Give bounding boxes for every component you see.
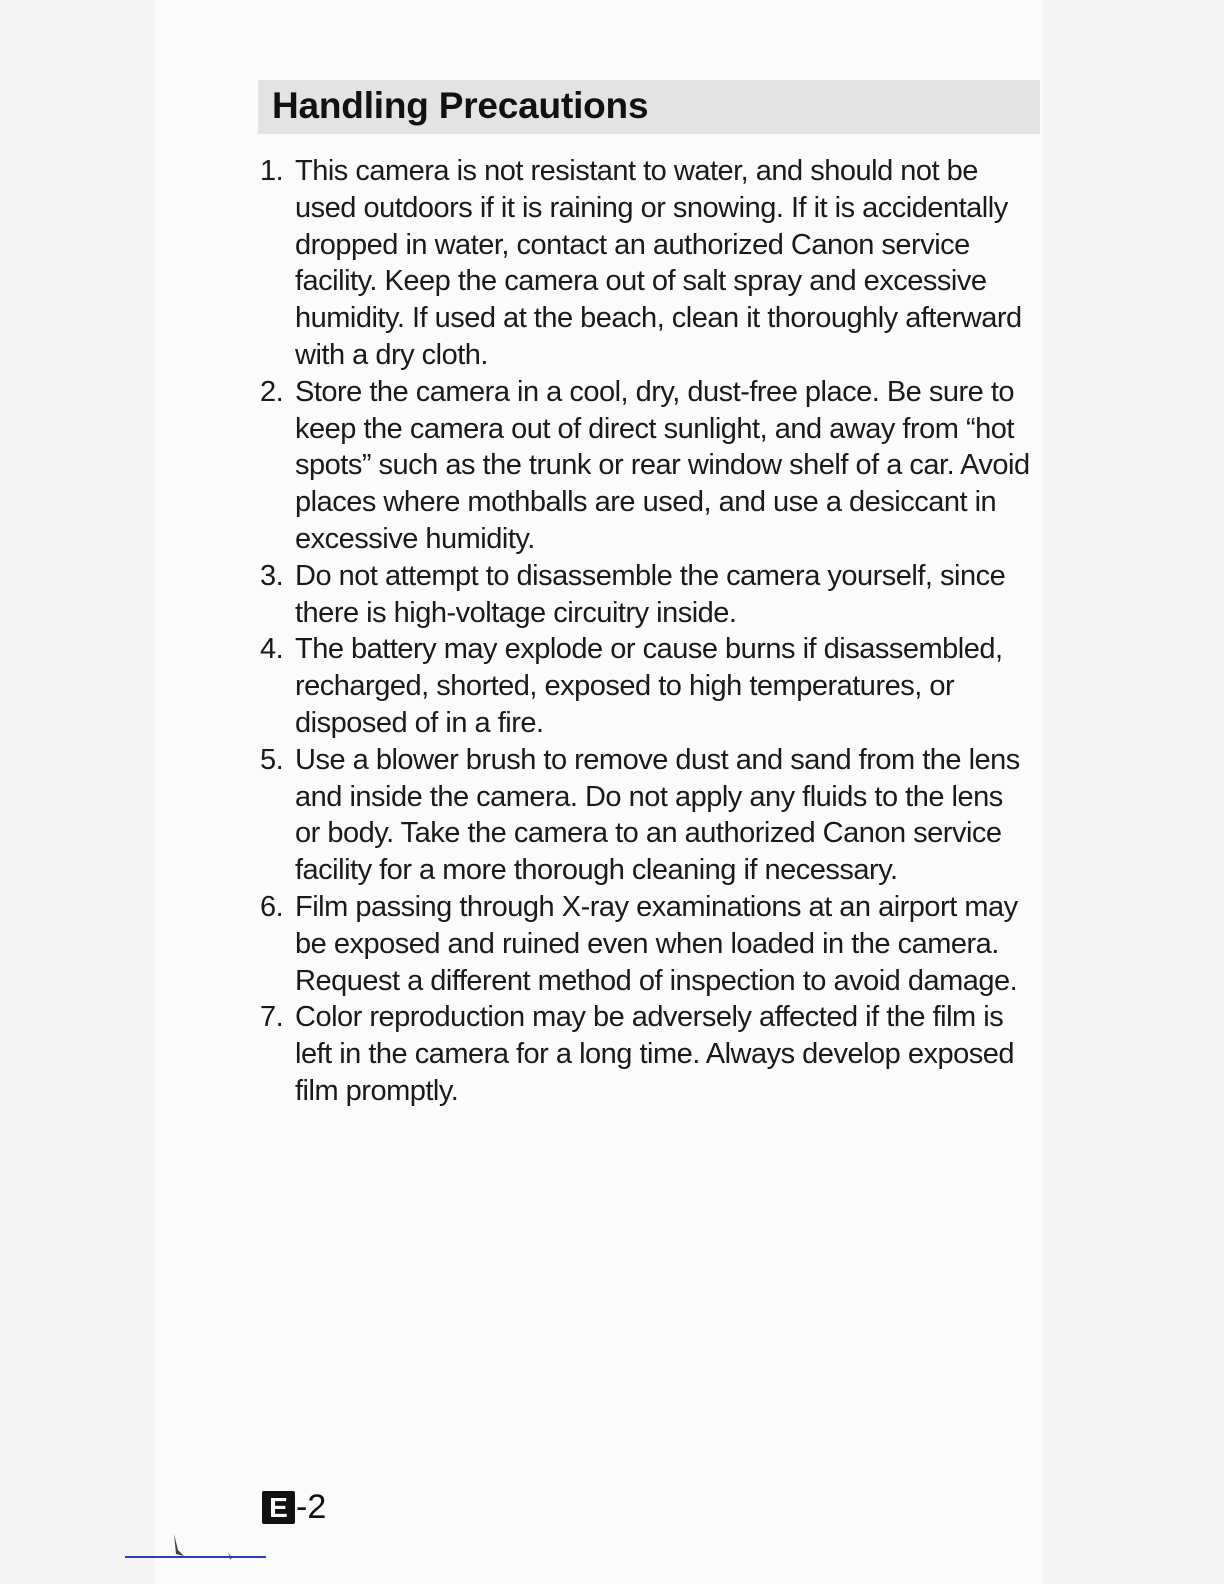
list-item — [260, 374, 1030, 558]
list-item-text: Do not attempt to disassemble the camera yourself, since there is high-voltage circuitry inside. — [295, 559, 1006, 629]
list-item-text: Color reproduction may be adversely affected if the film is left in the camera for a long time. Always develop exposed film promptly. — [295, 1001, 1014, 1107]
list-item-text: This camera is not resistant to water, and should not be used outdoors if it is raining or snowing. If it is accidentally dropped in water, contact an authorized Canon service facility. Keep the camera out of salt spray and excessive humidity. If used at the beach, clean it thoroughly afterward with a dry cloth. — [295, 155, 1022, 371]
precautions-list — [260, 153, 1030, 1110]
list-item-number: 1. — [260, 155, 284, 187]
list-item-text: Use a blower brush to remove dust and sand from the lens and inside the camera. Do not apply any fluids to the lens or body. Take the camera to an authorized Canon service facility for a more thorough cleaning if necessary. — [295, 743, 1020, 887]
list-item — [260, 631, 1030, 741]
language-badge: E — [262, 1491, 295, 1524]
list-item-number: 2. — [260, 375, 284, 408]
page-number-suffix: -2 — [296, 1488, 327, 1526]
list-item-number: 7. — [260, 1001, 284, 1034]
list-item-text: The battery may explode or cause burns if disassembled, recharged, shorted, exposed to high temperatures, or disposed of in a fire. — [295, 633, 1003, 739]
page-number — [262, 1487, 326, 1527]
list-item — [260, 889, 1030, 999]
list-item — [260, 153, 1030, 374]
list-item — [260, 558, 1030, 632]
list-item-number: 3. — [260, 559, 284, 592]
list-item-text: Store the camera in a cool, dry, dust-free place. Be sure to keep the camera out of direct sunlight, and away from “hot spots” such as the trunk or rear window shelf of a car. Avoid places where mothballs are used, and use a desiccant in excessive humidity. — [295, 375, 1030, 555]
list-item-text: Film passing through X-ray examinations at an airport may be exposed and ruined even when loaded in the camera. Request a different method of inspection to avoid damage. — [295, 890, 1018, 997]
list-item-number: 5. — [260, 743, 284, 776]
scan-artifact-line — [125, 1556, 266, 1558]
page-title: Handling Precautions — [272, 85, 649, 126]
list-item-number: 6. — [260, 890, 284, 923]
list-item — [260, 999, 1030, 1109]
list-item — [260, 742, 1030, 889]
list-item-number: 4. — [260, 633, 284, 666]
